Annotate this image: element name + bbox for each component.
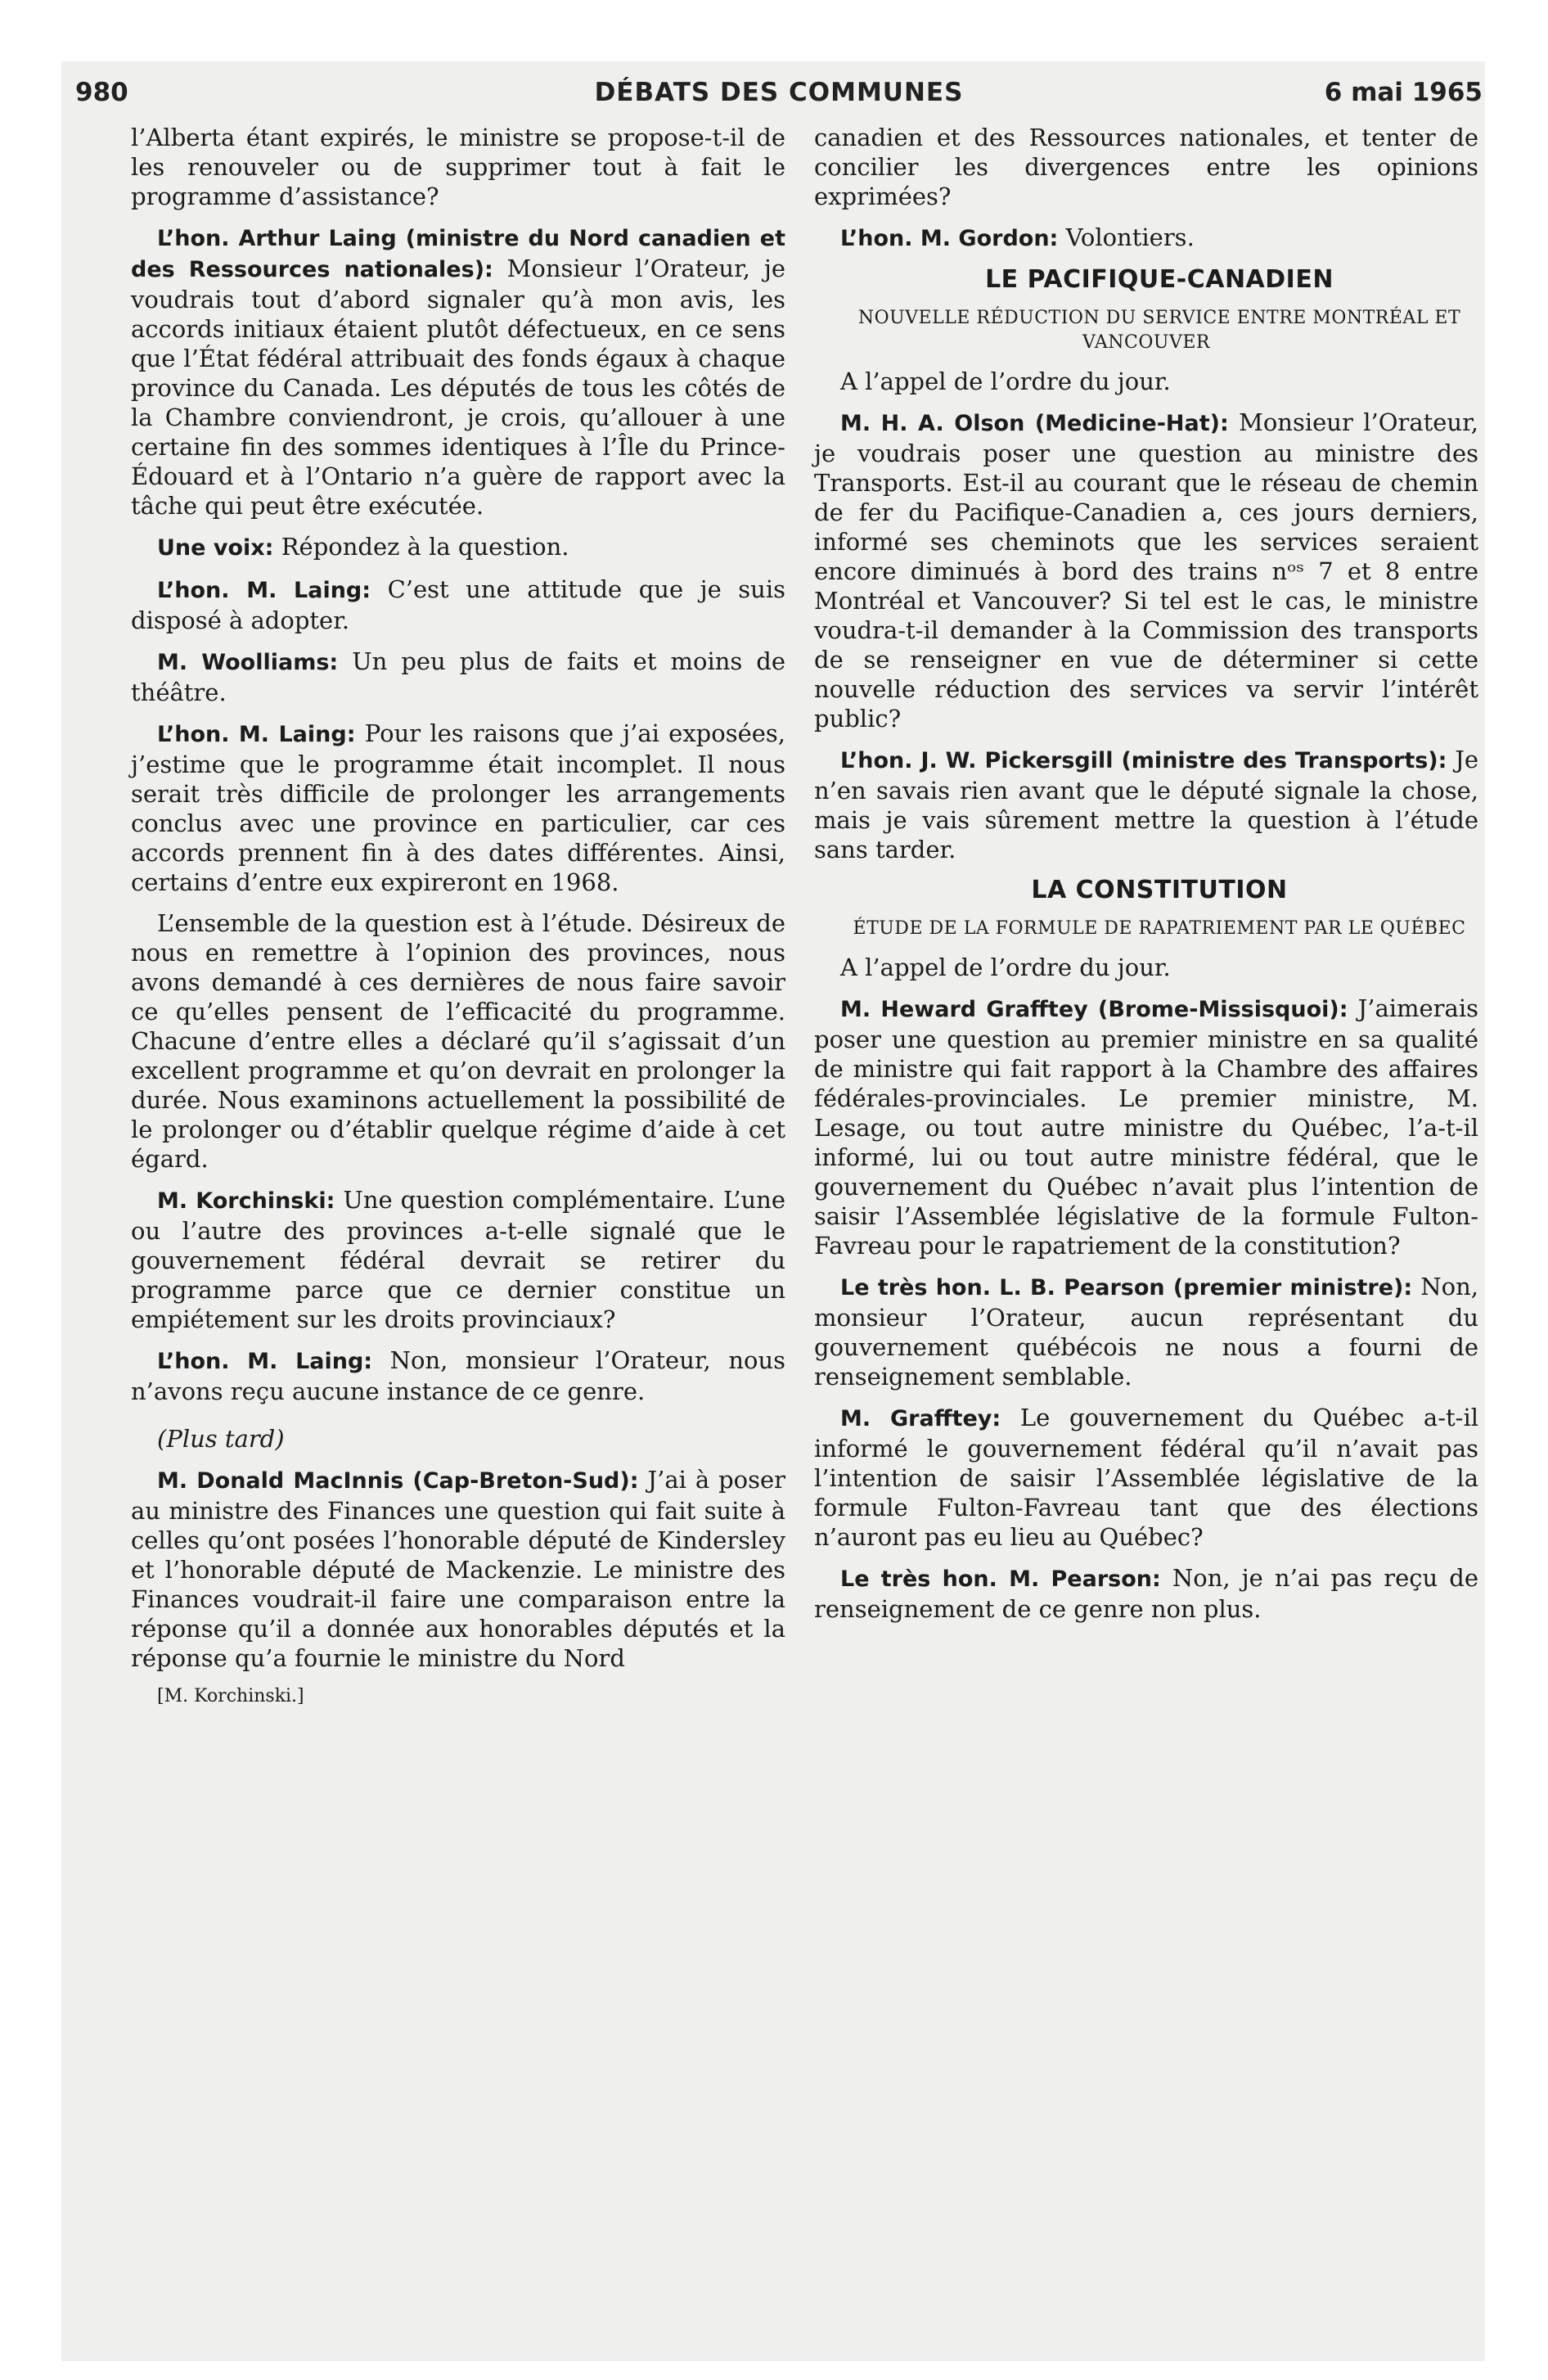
section-subheading: NOUVELLE RÉDUCTION DU SERVICE ENTRE MONTRÉAL ET VANCOUVER xyxy=(857,308,1461,353)
paragraph xyxy=(814,408,1478,733)
speech-text: Le gouvernement du Québec a-t-il informé le gouvernement fédéral qu’il n’avait pas l’intention de saisir l’Assemblée législative de la formule Fulton-Favreau tant que des élections n’auront pas eu lieu au Québec? xyxy=(814,1404,1478,1551)
paragraph xyxy=(814,1563,1478,1624)
speech-text: Non, monsieur l’Orateur, nous n’avons reçu aucune instance de ce genre. xyxy=(131,1346,786,1405)
page-number: 980 xyxy=(75,78,128,107)
paragraph xyxy=(131,223,785,521)
speaker-name: M. Woolliams: xyxy=(157,650,339,675)
speech-text: Je n’en savais rien avant que le député signale la chose, mais je vais sûrement mettre la question à l’étude sans tarder. xyxy=(814,746,1479,863)
paragraph: A l’appel de l’ordre du jour. xyxy=(840,953,1171,981)
paragraph xyxy=(131,719,785,897)
paragraph xyxy=(814,994,1478,1260)
paragraph xyxy=(814,1403,1478,1552)
speech-text: Monsieur l’Orateur, je voudrais tout d’abord signaler qu’à mon avis, les accords initiaux étaient plutôt défectueux, en ce sens que l’État fédéral attribuait des fonds égaux à chaque province du Canada. Les députés de tous les côtés de la Chambre conviendront, je crois, qu’allouer à une certaine fin des sommes identiques à l’Île du Prince-Édouard et à l’Ontario n’a guère de rapport avec la tâche qui peut être exécutée. xyxy=(131,255,785,520)
paragraph xyxy=(131,575,785,635)
speech-text: C’est une attitude que je suis disposé à adopter. xyxy=(131,575,786,634)
paragraph xyxy=(131,1346,785,1406)
speech-text: Non, monsieur l’Orateur, aucun représentant du gouvernement québécois ne nous a fourni de renseignement semblable. xyxy=(814,1273,1478,1391)
speech-text: Volontiers. xyxy=(1065,223,1195,251)
speaker-name: M. Grafftey: xyxy=(840,1406,1001,1431)
speaker-name: M. Heward Grafftey (Brome-Missisquoi): xyxy=(840,997,1348,1022)
paragraph xyxy=(814,223,1478,254)
speaker-name: L’hon. M. Laing: xyxy=(157,1349,373,1374)
paragraph: canadien et des Ressources nationales, et tenter de concilier les divergences entre les opinions exprimées? xyxy=(814,124,1478,210)
later-note: (Plus tard) xyxy=(157,1425,285,1453)
left-column xyxy=(131,123,785,1720)
page-date: 6 mai 1965 xyxy=(1324,78,1483,107)
paragraph xyxy=(131,647,785,707)
speaker-name: M. Donald MacInnis (Cap-Breton-Sud): xyxy=(157,1468,639,1494)
paragraph xyxy=(814,1272,1478,1391)
paragraph xyxy=(814,745,1478,864)
speech-text: Pour les raisons que j’ai exposées, j’estime que le programme était incomplet. Il nous serait très difficile de prolonger les arrangements conclus avec une province en particulier, car ces accords prennent fin à des dates différentes. Ainsi, certains d’entre eux expireront en 1968. xyxy=(131,719,786,896)
speech-text: J’aimerais poser une question au premier ministre en sa qualité de ministre qui fait rapport à la Chambre des affaires fédérales-provinciales. Le premier ministre, M. Lesage, ou tout autre ministre du Québec, l’a-t-il informé, lui ou tout autre ministre fédéral, que le gouvernement du Québec n’avait plus l’intention de saisir l’Assemblée législative de la formule Fulton-Favreau pour le rapatriement de la constitution? xyxy=(814,994,1478,1260)
speech-text: Une question complémentaire. L’une ou l’autre des provinces a-t-elle signalé que le gouvernement fédéral devrait se retirer du programme parce que ce dernier constitue un empiétement sur les droits provinciaux? xyxy=(131,1186,785,1333)
section-heading: LA CONSTITUTION xyxy=(1031,876,1288,904)
speaker-name: L’hon. Arthur Laing (ministre du Nord canadien et des Ressources nationales): xyxy=(131,226,785,282)
speech-text: Répondez à la question. xyxy=(281,533,569,561)
speaker-name: Le très hon. L. B. Pearson (premier ministre): xyxy=(840,1275,1413,1300)
speech-text: J’ai à poser au ministre des Finances une question qui fait suite à celles qu’ont posées l’honorable député de Kindersley et l’honorable député de Mackenzie. Le ministre des Finances voudrait-il faire une comparaison entre la réponse qu’il a donnée aux honorables députés et la réponse qu’a fournie le ministre du Nord xyxy=(131,1466,785,1672)
speech-text: Non, je n’ai pas reçu de renseignement de ce genre non plus. xyxy=(814,1564,1478,1623)
speaker-name: Une voix: xyxy=(157,535,274,561)
speech-text: Monsieur l’Orateur, je voudrais poser une question au ministre des Transports. Est-il au courant que le réseau de chemin de fer du Pacifique-Canadien a, ces jours derniers, informé ses cheminots que les services seraient encore diminués à bord des trains nᵒˢ 7 et 8 entre Montréal et Vancouver? Si tel est le cas, le ministre voudra-t-il demander à la Commission des transports de se renseigner en vue de déterminer si cette nouvelle réduction des services va servir l’intérêt public? xyxy=(814,408,1479,732)
paragraph: A l’appel de l’ordre du jour. xyxy=(840,367,1171,395)
speaker-name: L’hon. M. Laing: xyxy=(157,578,371,603)
speech-text: Un peu plus de faits et moins de théâtre. xyxy=(131,647,786,706)
speaker-name: L’hon. J. W. Pickersgill (ministre des Transports): xyxy=(840,748,1447,773)
speaker-name: M. H. A. Olson (Medicine-Hat): xyxy=(840,411,1229,436)
paragraph xyxy=(131,532,785,563)
speaker-name: M. Korchinski: xyxy=(157,1188,335,1214)
paragraph xyxy=(131,1465,785,1673)
paragraph xyxy=(131,1185,785,1334)
paragraph: L’ensemble de la question est à l’étude. Désireux de nous en remettre à l’opinion des provinces, nous avons demandé à ces dernières de nous faire savoir ce qu’elles pensent de l’efficacité du programme. Chacune d’entre elles a déclaré qu’il s’agissait d’un excellent programme et qu’on devrait en prolonger la durée. Nous examinons actuellement la possibilité de le prolonger ou d’établir quelque régime d’aide à cet égard. xyxy=(131,909,785,1173)
speaker-name: L’hon. M. Gordon: xyxy=(840,226,1059,251)
right-column xyxy=(814,123,1478,1635)
page-title: DÉBATS DES COMMUNES xyxy=(594,78,964,107)
section-heading: LE PACIFIQUE-CANADIEN xyxy=(985,265,1334,294)
footnote: [M. Korchinski.] xyxy=(157,1686,304,1706)
paragraph: l’Alberta étant expirés, le ministre se propose-t-il de les renouveler ou de supprimer tout à fait le programme d’assistance? xyxy=(131,124,785,210)
section-subheading: ÉTUDE DE LA FORMULE DE RAPATRIEMENT PAR LE QUÉBEC xyxy=(853,918,1466,939)
page-header xyxy=(75,78,1483,119)
speaker-name: L’hon. M. Laing: xyxy=(157,722,356,747)
speaker-name: Le très hon. M. Pearson: xyxy=(840,1566,1161,1592)
